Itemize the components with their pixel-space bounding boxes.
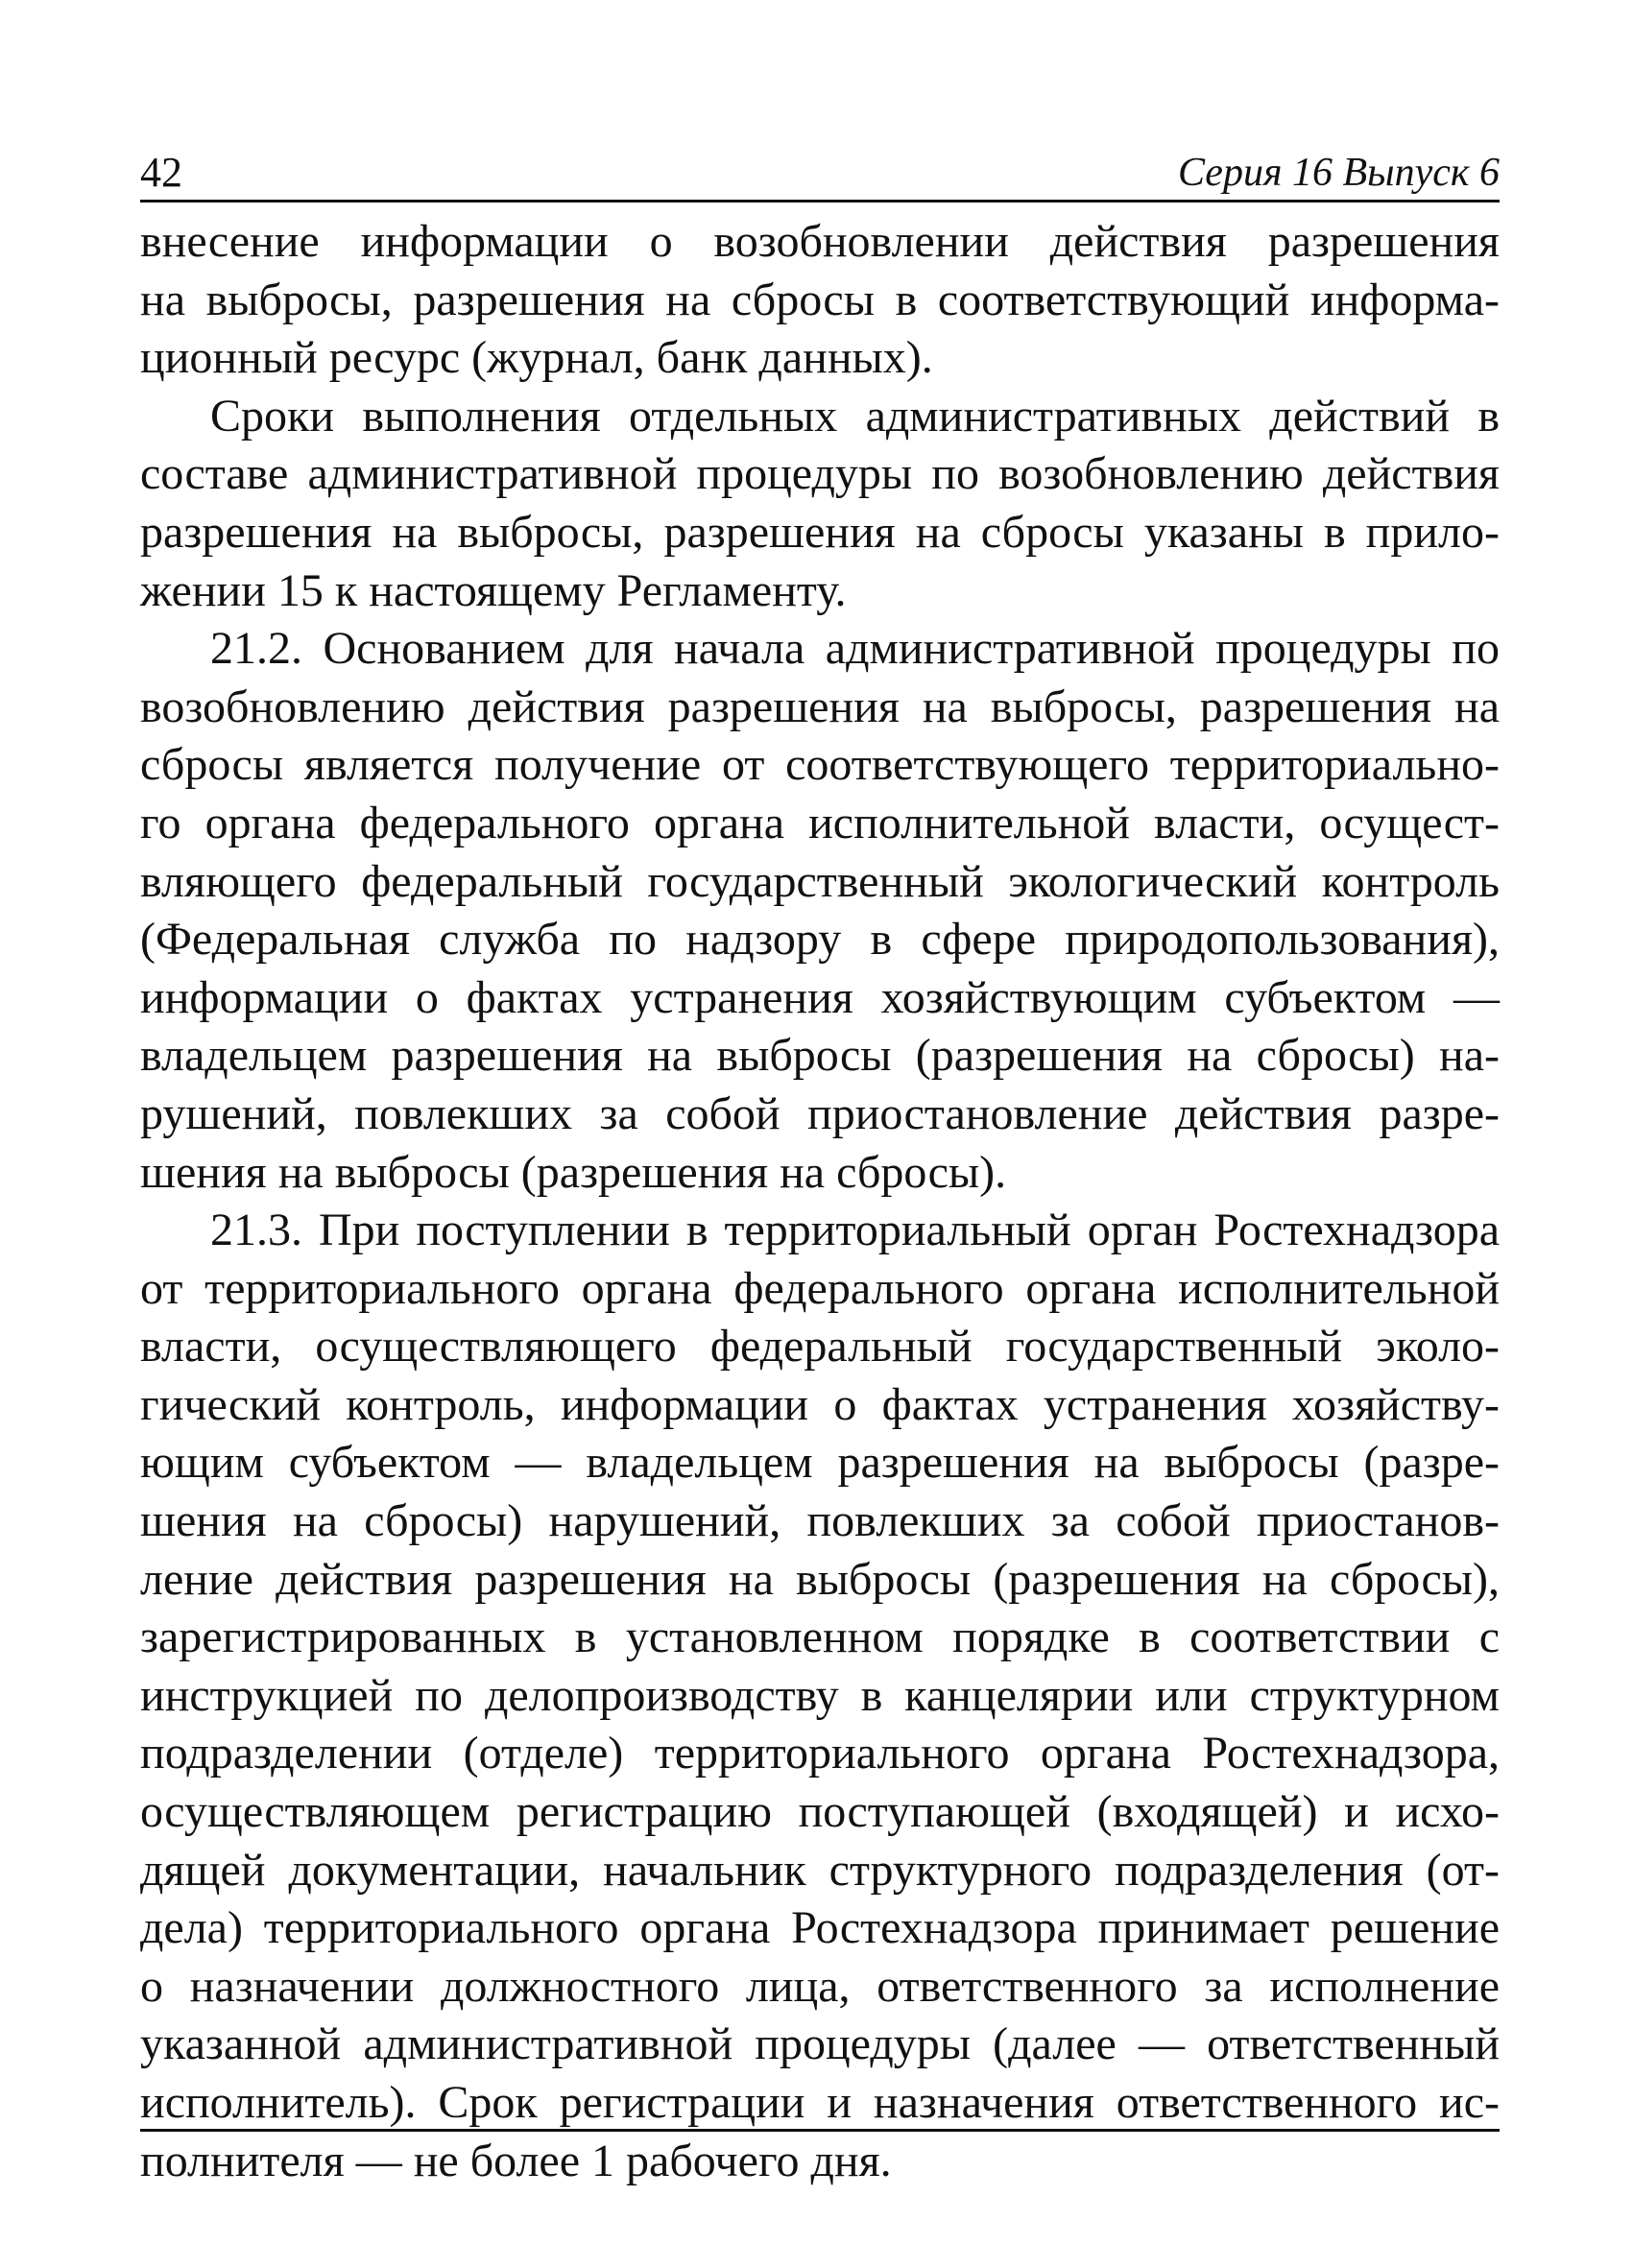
text-line: указанной административной процедуры (далее — ответственный	[140, 2018, 1500, 2070]
text-line: Сроки выполнения отдельных административных действий в	[210, 390, 1500, 442]
text-line: го органа федерального органа исполнительной власти, осущест-	[140, 797, 1500, 848]
text-line: власти, осуществляющего федеральный государственный эколо-	[140, 1321, 1500, 1373]
text-line: информации о фактах устранения хозяйствующим субъектом —	[140, 971, 1500, 1023]
paragraph	[140, 388, 1500, 620]
paragraph	[140, 213, 1500, 388]
text-line: осуществляющем регистрацию поступающей (входящей) и исхо-	[140, 1786, 1500, 1838]
text-line: дящей документации, начальник структурного подразделения (от-	[140, 1844, 1500, 1896]
paragraph	[140, 1202, 1500, 2190]
text-line: рушений, повлекших за собой приостановление действия разре-	[140, 1087, 1500, 1139]
text-line: о назначении должностного лица, ответственного за исполнение	[140, 1960, 1500, 2012]
text-line: на выбросы, разрешения на сбросы в соответствующий информа-	[140, 274, 1500, 325]
text-line: зарегистрированных в установленном порядке в соответствии с	[140, 1611, 1500, 1663]
text-line: инструкцией по делопроизводству в канцелярии или структурном	[140, 1669, 1500, 1721]
body-text	[140, 213, 1500, 2190]
text-line: составе административной процедуры по возобновлению действия	[140, 448, 1500, 500]
text-line: сбросы является получение от соответствующего территориально-	[140, 739, 1500, 791]
text-line: ление действия разрешения на выбросы (разрешения на сбросы),	[140, 1553, 1500, 1605]
text-line: ционный ресурс (журнал, банк данных).	[140, 332, 933, 384]
page-header	[140, 142, 1500, 203]
text-line: ющим субъектом — владельцем разрешения на выбросы (разре-	[140, 1437, 1500, 1489]
text-line: 21.2. Основанием для начала административной процедуры по	[210, 623, 1500, 675]
text-line: от территориального органа федерального органа исполнительной	[140, 1262, 1500, 1314]
text-line: шения на сбросы) нарушений, повлекших за собой приостанов-	[140, 1495, 1500, 1547]
text-line: гический контроль, информации о фактах устранения хозяйству-	[140, 1378, 1500, 1430]
text-line: возобновлению действия разрешения на выбросы, разрешения на	[140, 680, 1500, 732]
text-line: (Федеральная служба по надзору в сфере природопользования),	[140, 914, 1500, 966]
footer-rule	[140, 2129, 1500, 2132]
paragraph	[140, 620, 1500, 1202]
text-line: дела) территориального органа Ростехнадзора принимает решение	[140, 1902, 1500, 1954]
text-line: жении 15 к настоящему Регламенту.	[140, 564, 847, 616]
text-line: исполнитель). Срок регистрации и назначения ответственного ис-	[140, 2077, 1500, 2128]
text-line: вляющего федеральный государственный экологический контроль	[140, 855, 1500, 907]
text-line: шения на выбросы (разрешения на сбросы).	[140, 1146, 1007, 1198]
page-number: 42	[140, 149, 182, 196]
text-line: разрешения на выбросы, разрешения на сбросы указаны в прило-	[140, 506, 1500, 558]
running-title: Серия 16 Выпуск 6	[1178, 151, 1500, 195]
text-line: полнителя — не более 1 рабочего дня.	[140, 2135, 892, 2186]
text-line: 21.3. При поступлении в территориальный орган Ростехнадзора	[210, 1205, 1500, 1256]
text-line: владельцем разрешения на выбросы (разрешения на сбросы) на-	[140, 1030, 1500, 1082]
text-line: внесение информации о возобновлении действия разрешения	[140, 216, 1500, 267]
text-line: подразделении (отделе) территориального органа Ростехнадзора,	[140, 1728, 1500, 1779]
